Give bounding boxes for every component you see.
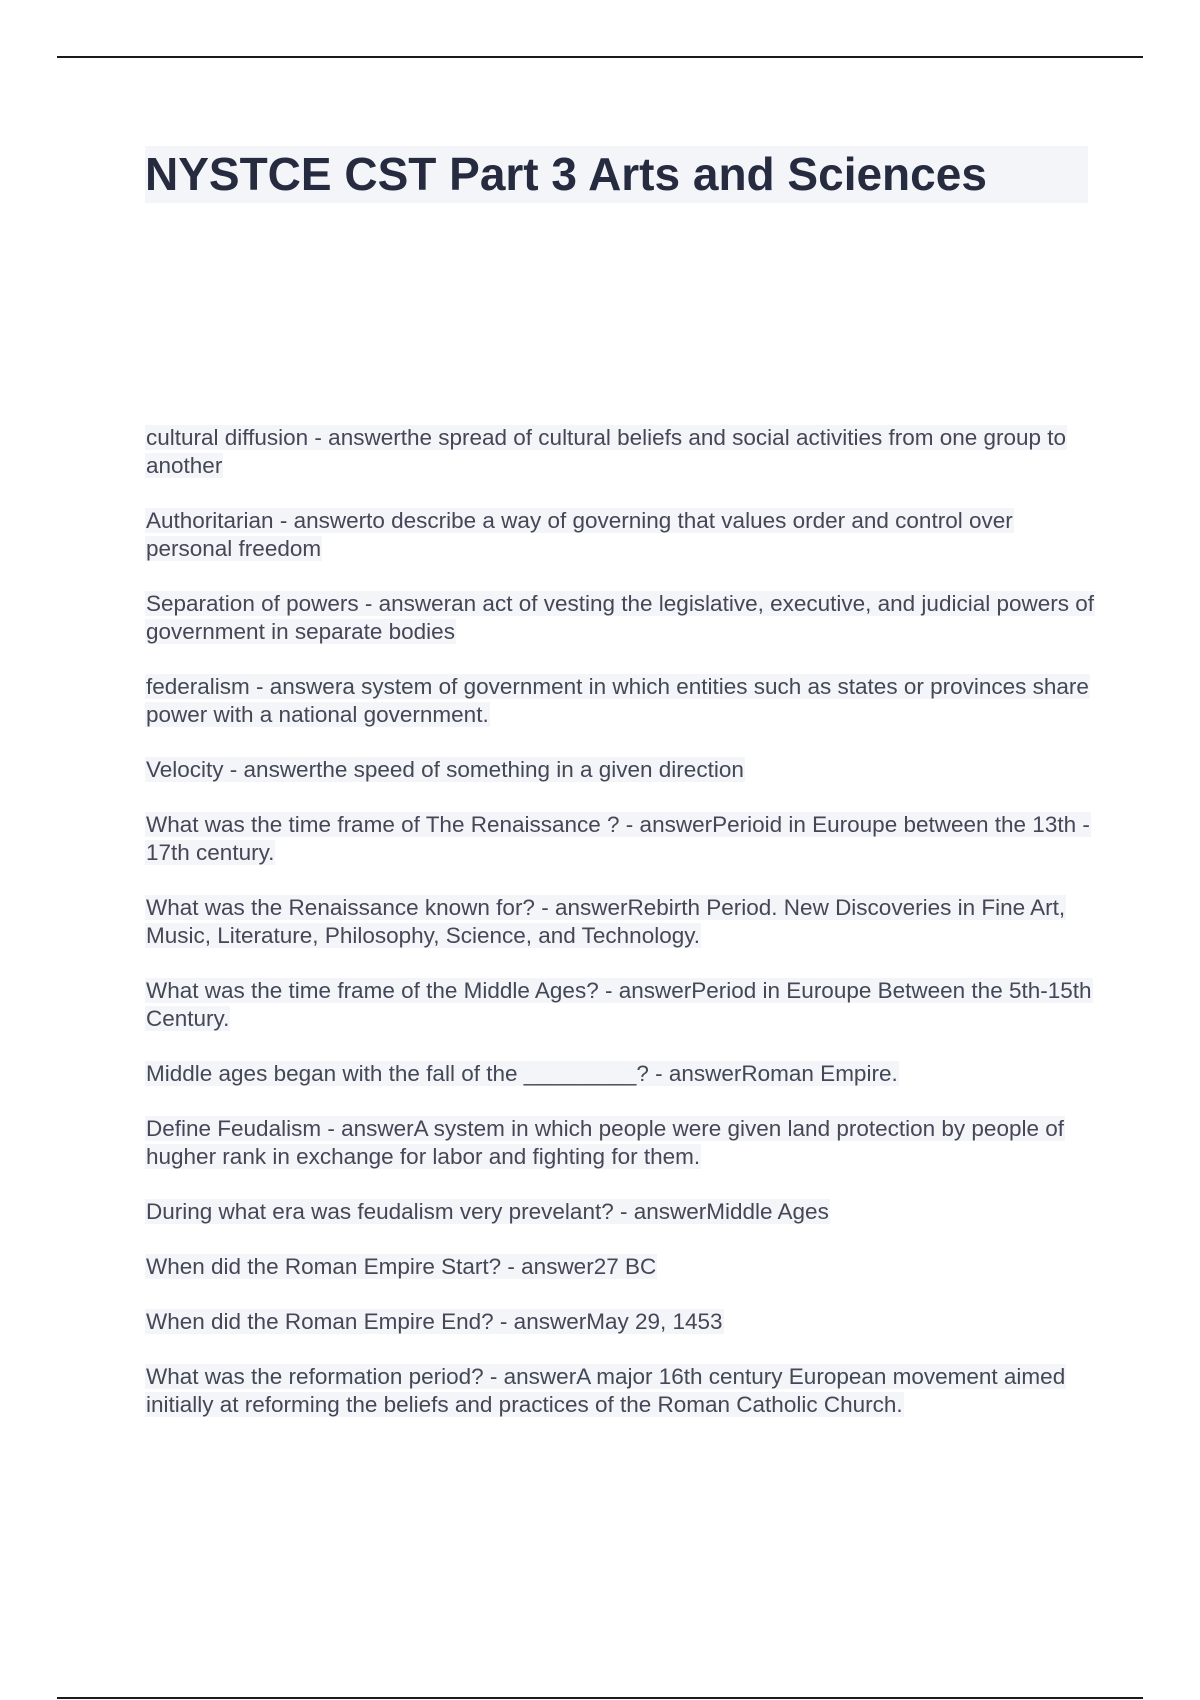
qa-text: Middle ages began with the fall of the _________? - answerRoman Empire.: [146, 1061, 898, 1086]
qa-text: When did the Roman Empire End? - answerMay 29, 1453: [146, 1309, 723, 1334]
qa-text: What was the time frame of the Middle Ages? - answerPeriod in Euroupe Between the 5th-15th Century.: [146, 978, 1092, 1031]
list-item: [145, 590, 1105, 646]
list-item: [145, 811, 1105, 867]
top-rule: [57, 56, 1143, 58]
qa-text: Define Feudalism - answerA system in which people were given land protection by people of hugher rank in exchange for labor and fighting for them.: [146, 1116, 1064, 1169]
list-item: [145, 1115, 1105, 1171]
qa-text: During what era was feudalism very prevelant? - answerMiddle Ages: [146, 1199, 829, 1224]
list-item: [145, 894, 1105, 950]
list-item: [145, 1060, 1105, 1088]
title-block: [145, 146, 1088, 203]
list-item: [145, 673, 1105, 729]
bottom-rule: [57, 1697, 1143, 1699]
qa-list: [145, 424, 1105, 1446]
qa-text: Authoritarian - answerto describe a way of governing that values order and control over personal freedom: [146, 508, 1013, 561]
list-item: [145, 1198, 1105, 1226]
list-item: [145, 507, 1105, 563]
list-item: [145, 1253, 1105, 1281]
page-title: NYSTCE CST Part 3 Arts and Sciences: [145, 148, 987, 200]
list-item: [145, 1308, 1105, 1336]
qa-text: What was the reformation period? - answerA major 16th century European movement aimed initially at reforming the beliefs and practices of the Roman Catholic Church.: [146, 1364, 1066, 1417]
list-item: [145, 1363, 1105, 1419]
qa-text: Velocity - answerthe speed of something in a given direction: [146, 757, 744, 782]
qa-text: federalism - answera system of government in which entities such as states or provinces share power with a national government.: [146, 674, 1089, 727]
qa-text: cultural diffusion - answerthe spread of cultural beliefs and social activities from one group to another: [146, 425, 1067, 478]
list-item: [145, 977, 1105, 1033]
list-item: [145, 756, 1105, 784]
list-item: [145, 424, 1105, 480]
qa-text: What was the Renaissance known for? - answerRebirth Period. New Discoveries in Fine Art, Music, Literature, Philosophy, Science, and Technology.: [146, 895, 1066, 948]
qa-text: When did the Roman Empire Start? - answer27 BC: [146, 1254, 657, 1279]
qa-text: Separation of powers - answeran act of vesting the legislative, executive, and judicial powers of government in separate bodies: [146, 591, 1095, 644]
qa-text: What was the time frame of The Renaissance ? - answerPerioid in Euroupe between the 13th - 17th century.: [146, 812, 1090, 865]
